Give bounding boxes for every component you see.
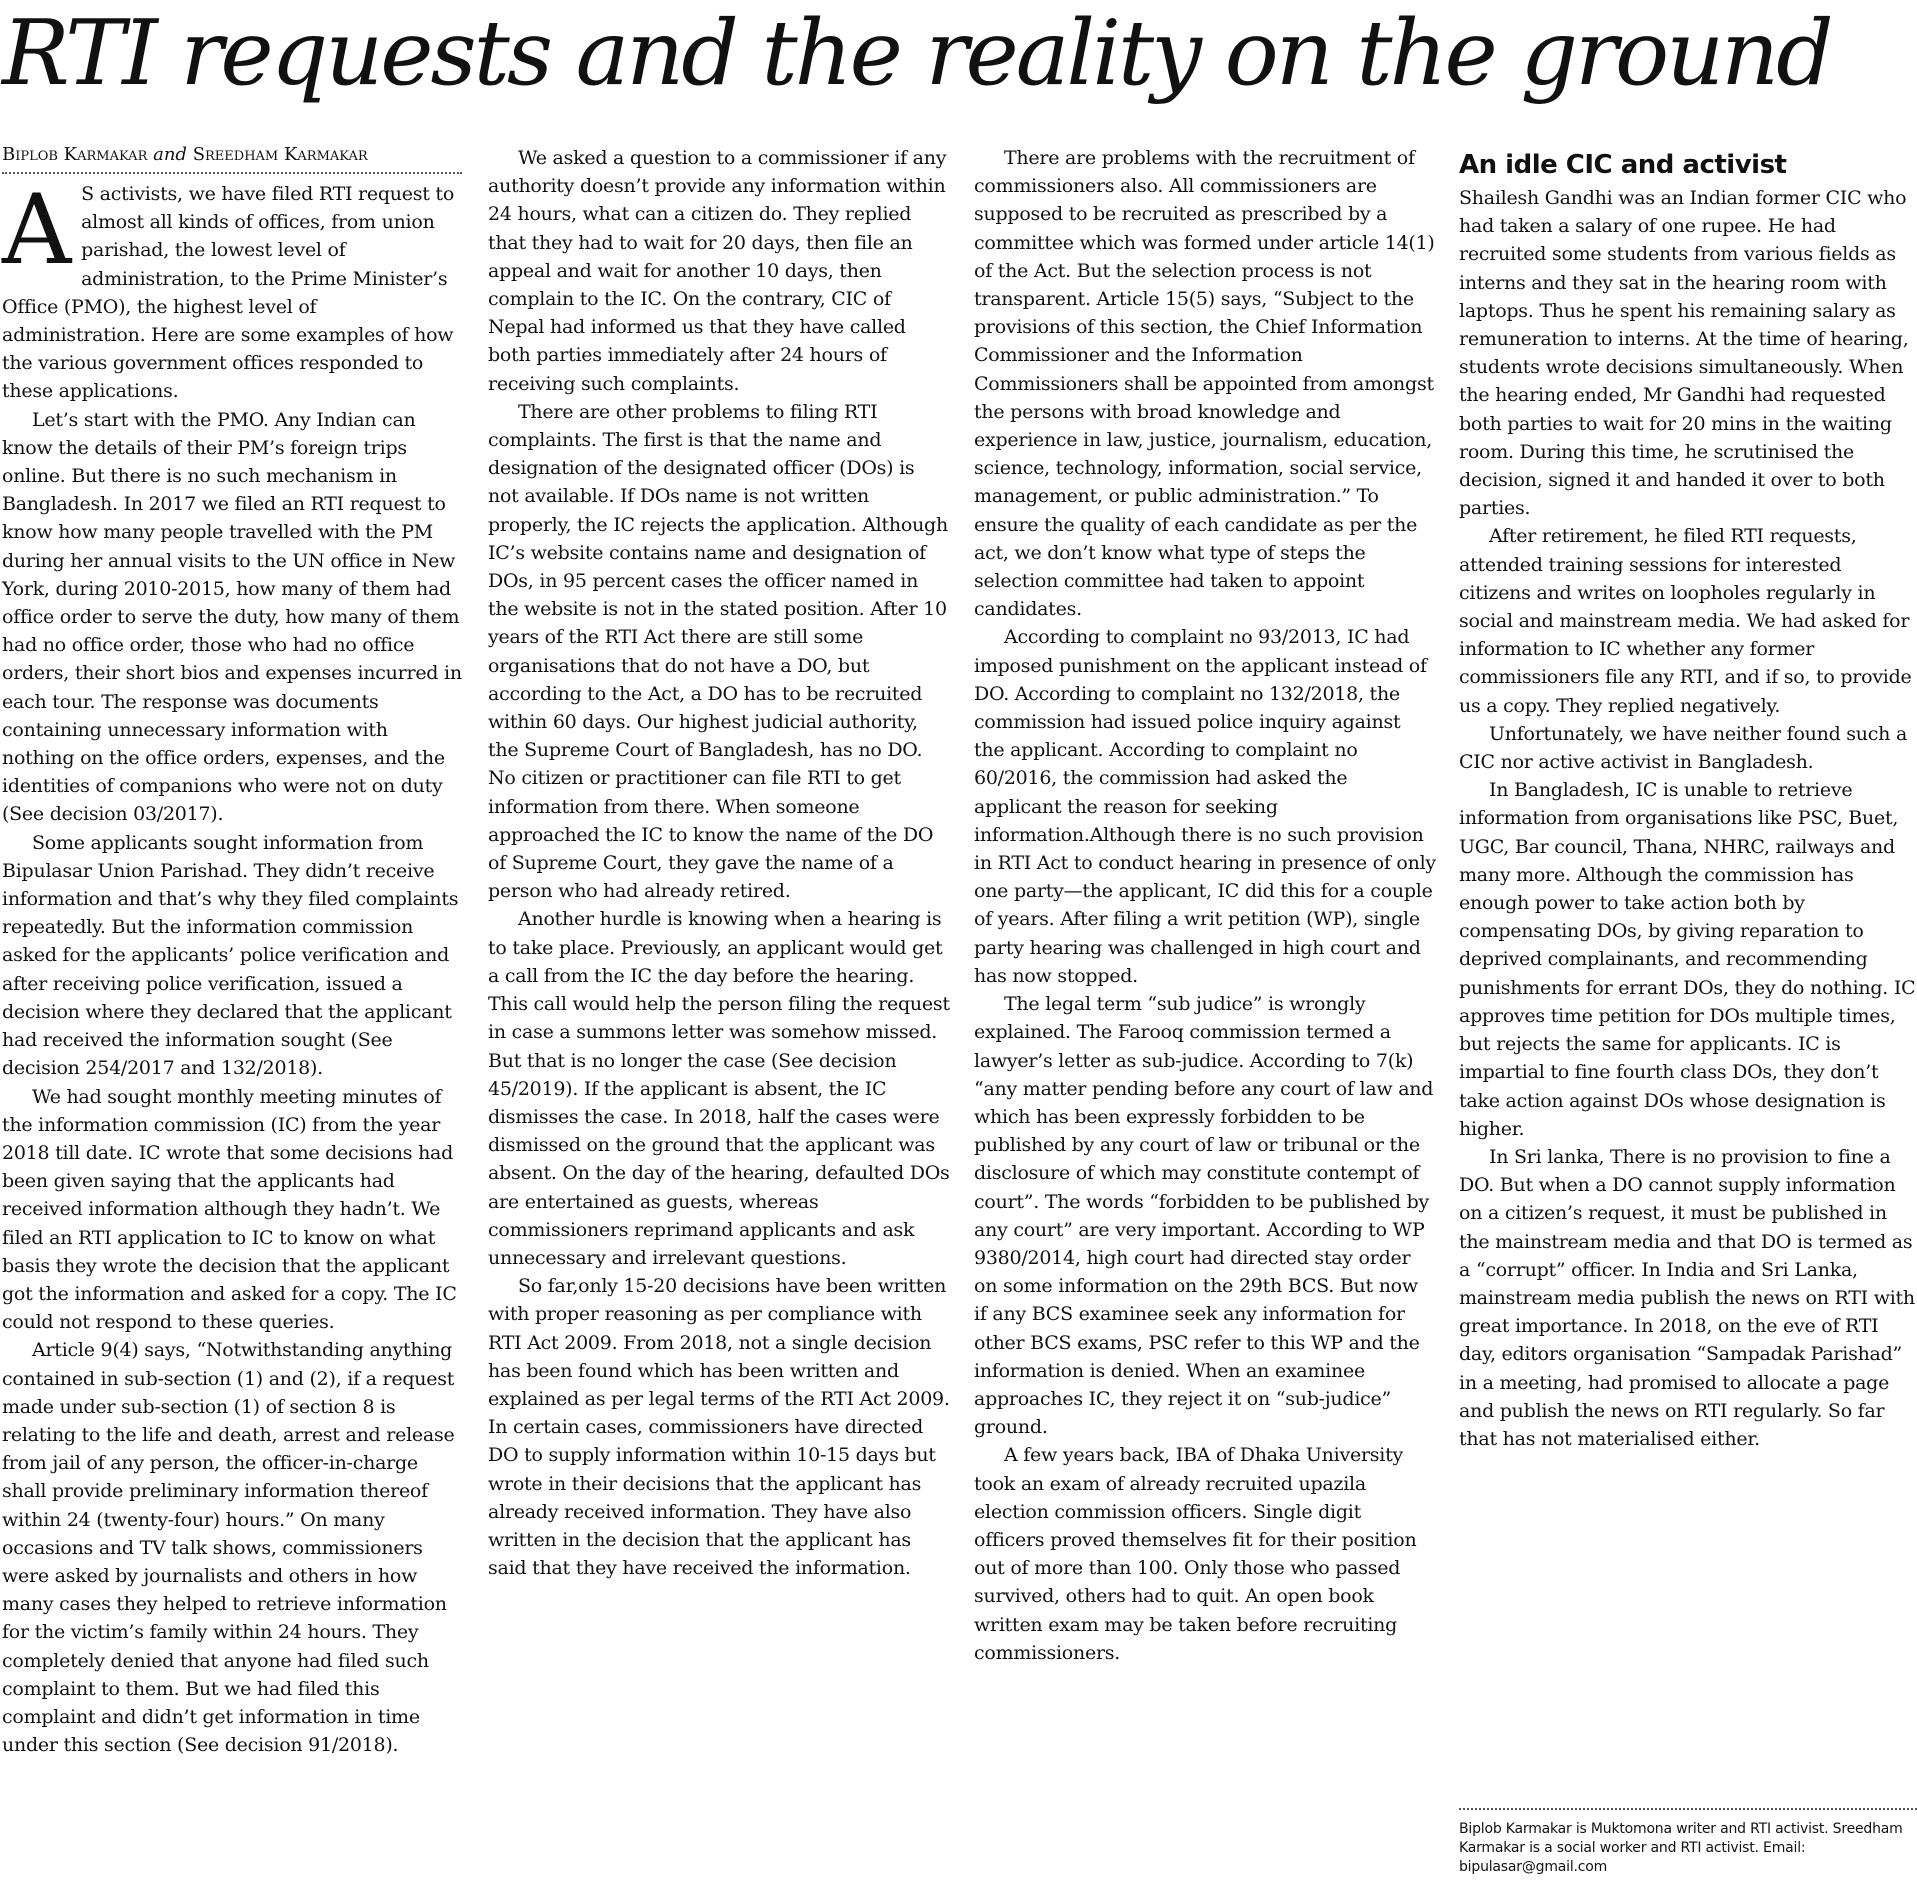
paragraph-intro-text: S activists, we have filed RTI request to almost all kinds of offices, from union parishad, the lowest level of administration, to the Prime Minister’s Office (PMO), the highest level of administration. Here are some examples of how the various government offices responded to these applications. (2, 183, 455, 403)
byline (2, 144, 462, 174)
drop-cap: A (2, 174, 72, 286)
paragraph: We asked a question to a commissioner if any authority doesn’t provide any information within 24 hours, what can a citizen do. They replied that they had to wait for 20 days, then file an appeal and wait for another 10 days, then complain to the IC. On the contrary, CIC of Nepal had informed us that they have called both parties immediately after 24 hours of receiving such complaints. (488, 147, 947, 395)
paragraph: The legal term “sub judice” is wrongly explained. The Farooq commission termed a lawyer’s letter as sub-judice. According to 7(k) “any matter pending before any court of law and which has been expressly forbidden to be published by any court of law or tribunal or the disclosure of which may constitute contempt of court”. The words “forbidden to be published by any court” are very important. According to WP 9380/2014, high court had directed stay order on some information on the 29th BCS. But now if any BCS examinee seek any information for other BCS exams, PSC refer to this WP and the information is denied. When an examinee approaches IC, they reject it on “sub-judice” ground. (974, 993, 1434, 1439)
paragraph: Another hurdle is knowing when a hearing is to take place. Previously, an applicant would get a call from the IC the day before the hearing. This call would help the person filing the request in case a summons letter was somehow missed. But that is no longer the case (See decision 45/2019). If the applicant is absent, the IC dismisses the case. In 2018, half the cases were dismissed on the ground that the applicant was absent. On the day of the hearing, defaulted DOs are entertained as guests, whereas commissioners reprimand applicants and ask unnecessary and irrelevant questions. (488, 908, 950, 1269)
paragraph: In Bangladesh, IC is unable to retrieve information from organisations like PSC, Buet, UGC, Bar council, Thana, NHRC, railways and many more. Although the commission has enough power to take action both by compensating DOs, by giving reparation to deprived complainants, and recommending punishments for errant DOs, they do nothing. IC approves time petition for DOs multiple times, but rejects the same for applicants. IC is impartial to fine fourth class DOs, they don’t take action against DOs whose designation is higher. (1459, 779, 1916, 1140)
byline-author-1: Biplob Karmakar (2, 144, 148, 165)
paragraph: Unfortunately, we have neither found such a CIC nor active activist in Bangladesh. (1459, 722, 1908, 774)
paragraph: There are problems with the recruitment of commissioners also. All commissioners are supposed to be recruited as prescribed by a committee which was formed under article 14(1) of the Act. But the selection process is not transparent. Article 15(5) says, “Subject to the provisions of this section, the Chief Information Commissioner and the Information Commissioners shall be appointed from amongst the persons with broad knowledge and experience in law, justice, journalism, education, science, technology, information, social service, management, or public administration.” To ensure the quality of each candidate as per the act, we don’t know what type of steps the selection committee had taken to appoint candidates. (974, 147, 1435, 621)
paragraph: Article 9(4) says, “Notwithstanding anything contained in sub-section (1) and (2), if a request made under sub-section (1) of section 8 is relating to the life and death, arrest and release from jail of any person, the officer-in-charge shall provide preliminary information thereof within 24 (twenty-four) hours.” On many occasions and TV talk shows, commissioners were asked by journalists and others in how many cases they helped to retrieve information for the victim’s family within 24 hours. They completely denied that anyone had filed such complaint to them. But we had filed this complaint and didn’t get information in time under this section (See decision 91/2018). (2, 1339, 455, 1757)
byline-author-2: Sreedham Karmakar (192, 144, 368, 165)
paragraph: Some applicants sought information from Bipulasar Union Parishad. They didn’t receive information and that’s why they filed complaints repeatedly. But the information commission asked for the applicants’ police verification and after receiving police verification, issued a decision where they declared that the applicant had received the information sought (See decision 254/2017 and 132/2018). (2, 831, 459, 1080)
article-column-4 (1459, 144, 1917, 1453)
paragraph-intro (2, 174, 462, 406)
paragraph: Shailesh Gandhi was an Indian former CIC who had taken a salary of one rupee. He had recruited some students from various fields as interns and they sat in the hearing room with laptops. Thus he spent his remaining salary as remuneration to interns. At the time of hearing, students wrote decisions simultaneously. When the hearing ended, Mr Gandhi had requested both parties to wait for 20 mins in the waiting room. During this time, he scrutinised the decision, signed it and handed it over to both parties. (1459, 187, 1909, 520)
article-column-1 (2, 144, 462, 1759)
article-column-3 (974, 144, 1436, 1667)
author-bio-footnote: Biplob Karmakar is Muktomona writer and RTI activist. Sreedham Karmakar is a social worker and RTI activist. Email: bipulasar@gmail.com (1459, 1808, 1917, 1877)
paragraph: After retirement, he filed RTI requests, attended training sessions for interested citizens and writes on loopholes regularly in social and mainstream media. We had asked for information to IC whether any former commissioners file any RTI, and if so, to provide us a copy. They replied negatively. (1459, 525, 1912, 717)
article-column-2 (488, 144, 950, 1582)
paragraph: Let’s start with the PMO. Any Indian can know the details of their PM’s foreign trips online. But there is no such mechanism in Bangladesh. In 2017 we filed an RTI request to know how many people travelled with the PM during her annual visits to the UN office in New York, during 2010-2015, how many of them had office order to serve the duty, how many of them had no office order, those who had no office orders, their short bios and expenses incurred in each tour. The response was documents containing unnecessary information with nothing on the office orders, expenses, and the identities of companions who were not on duty (See decision 03/2017). (2, 408, 462, 826)
paragraph: So far,only 15-20 decisions have been written with proper reasoning as per compliance with RTI Act 2009. From 2018, not a single decision has been found which has been written and explained as per legal terms of the RTI Act 2009. In certain cases, commissioners have directed DO to supply information within 10-15 days but wrote in their decisions that the applicant has already received information. They have also written in the decision that the applicant has said that they have received the information. (488, 1275, 950, 1580)
section-subheading: An idle CIC and activist (1459, 150, 1787, 180)
paragraph: There are other problems to filing RTI complaints. The first is that the name and designation of the designated officer (DOs) is not available. If DOs name is not written properly, the IC rejects the application. Although IC’s website contains name and designation of DOs, in 95 percent cases the officer named in the website is not in the stated position. After 10 years of the RTI Act there are still some organisations that do not have a DO, but according to the Act, a DO has to be recruited within 60 days. Our highest judicial authority, the Supreme Court of Bangladesh, has no DO. No citizen or practitioner can file RTI to get information from there. When someone approached the IC to know the name of the DO of Supreme Court, they gave the name of a person who had already retired. (488, 400, 948, 903)
paragraph: According to complaint no 93/2013, IC had imposed punishment on the applicant instead of DO. According to complaint no 132/2018, the commission had issued police inquiry against the applicant. According to complaint no 60/2016, the commission had asked the applicant the reason for seeking information.Although there is no such provision in RTI Act to conduct hearing in presence of only one party—the applicant, IC did this for a couple of years. After filing a writ petition (WP), single party hearing was challenged in high court and has now stopped. (974, 626, 1436, 987)
paragraph: We had sought monthly meeting minutes of the information commission (IC) from the year 2018 till date. IC wrote that some decisions had been given saying that the applicants had received information although they hadn’t. We filed an RTI application to IC to know on what basis they wrote the decision that the applicant got the information and asked for a copy. The IC could not respond to these queries. (2, 1085, 457, 1334)
byline-conjunction: and (153, 144, 187, 165)
paragraph: A few years back, IBA of Dhaka University took an exam of already recruited upazila election commission officers. Single digit officers proved themselves fit for their position out of more than 100. Only those who passed survived, others had to quit. An open book written exam may be taken before recruiting commissioners. (974, 1444, 1417, 1664)
headline: RTI requests and the reality on the ground (2, 1, 1831, 106)
paragraph: In Sri lanka, There is no provision to fine a DO. But when a DO cannot supply information on a citizen’s request, it must be published in the mainstream media and that DO is termed as a “corrupt” officer. In India and Sri Lanka, mainstream media publish the news on RTI with great importance. In 2018, on the eve of RTI day, editors organisation “Sampadak Parishad” in a meeting, had promised to allocate a page and publish the news on RTI regularly. So far that has not materialised either. (1459, 1145, 1915, 1450)
